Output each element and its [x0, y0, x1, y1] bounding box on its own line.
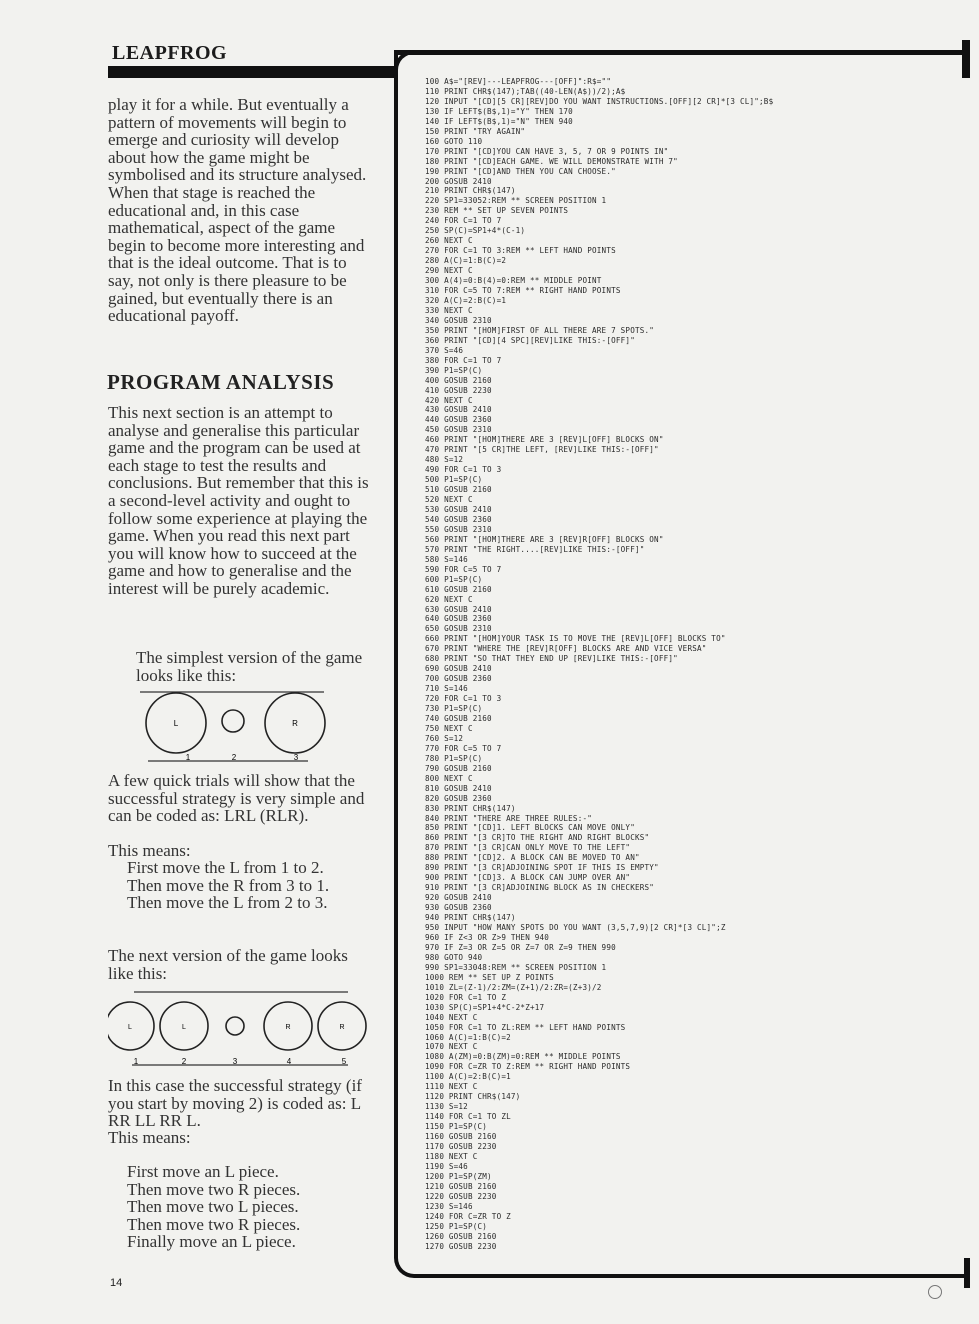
diagram2-number-2: 2 [181, 1057, 187, 1066]
listing-line: 550 GOSUB 2310 [425, 524, 492, 534]
listing-line: 500 P1=SP(C) [425, 475, 483, 485]
listing-line: 410 GOSUB 2230 [425, 385, 492, 395]
intro-paragraph: play it for a while. But eventually a pattern of movements will begin to emerge and curiosity will develop about how the game might be symbolised and its structure analysed. When that stage is reached the educational and, in this case mathematical, aspect of the game begin to become more interesting and that is the ideal outcome. That is to say, not only is there pleasure to be gained, but eventually there is an educational payoff. [108, 95, 367, 326]
strategy-text: In this case the successful strategy (if you start by moving 2) is coded as: L RR LL RR L. [108, 1076, 362, 1131]
listing-line: 840 PRINT "THERE ARE THREE RULES:-" [425, 813, 593, 823]
diagram2-label-r2: R [339, 1024, 345, 1031]
listing-line: 1160 GOSUB 2160 [425, 1132, 497, 1142]
listing-line: 530 GOSUB 2410 [425, 504, 492, 514]
diagram-five-spots [108, 988, 370, 1073]
diagram-three-spots [108, 690, 338, 769]
listing-line: 1200 P1=SP(ZM) [425, 1171, 492, 1181]
margin-hole-mark [928, 1285, 942, 1299]
listing-line: 960 IF Z<3 OR Z>9 THEN 940 [425, 932, 550, 942]
listing-line: 910 PRINT "[3 CR]ADJOINING BLOCK AS IN CHECKERS" [425, 883, 655, 893]
diagram2-number-4: 4 [286, 1057, 292, 1066]
listing-line: 210 PRINT CHR$(147) [425, 186, 516, 196]
listing-line: 400 GOSUB 2160 [425, 375, 492, 385]
simplest-version-text: The simplest version of the game looks like this: [136, 648, 363, 685]
diagram2-label-r1: R [285, 1024, 291, 1031]
step-2-4: Then move two R pieces. [127, 1214, 301, 1234]
listing-line: 300 A(4)=0:B(4)=0:REM ** MIDDLE POINT [425, 276, 602, 286]
quick-trials-text: A few quick trials will show that the successful strategy is very simple and can be coded as: LRL (RLR). [108, 771, 365, 826]
listing-line: 590 FOR C=5 TO 7 [425, 564, 502, 574]
listing-line: 240 FOR C=1 TO 7 [425, 216, 502, 226]
listing-line: 220 SP1=33052:REM ** SCREEN POSITION 1 [425, 196, 607, 206]
header-rule [108, 66, 394, 78]
listing-line: 110 PRINT CHR$(147);TAB((40-LEN(A$))/2);A$ [425, 86, 626, 96]
listing-line: 430 GOSUB 2410 [425, 405, 492, 415]
listing-line: 1020 FOR C=1 TO Z [425, 992, 507, 1002]
step-2-2: Then move two R pieces. [127, 1179, 301, 1199]
analysis-paragraph: This next section is an attempt to analyse and generalise this particular game and the program can be used at each stage to test the results and conclusions. But remember that this is a second-level activity and ought to follow some experience at playing the game. When you read this next part you will know how to succeed at the game and how to generalise and the interest will be purely academic. [108, 403, 369, 598]
listing-line: 1090 FOR C=ZR TO Z:REM ** RIGHT HAND POINTS [425, 1062, 631, 1072]
listing-line: 270 FOR C=1 TO 3:REM ** LEFT HAND POINTS [425, 246, 616, 256]
program-analysis-heading: PROGRAM ANALYSIS [107, 370, 335, 394]
listing-line: 620 NEXT C [425, 594, 473, 604]
listing-line: 710 S=146 [425, 684, 468, 694]
listing-line: 100 A$="[REV]---LEAPFROG---[OFF]":R$="" [425, 77, 612, 86]
listing-line: 540 GOSUB 2360 [425, 514, 492, 524]
listing-line: 580 S=146 [425, 554, 468, 564]
listing-line: 1110 NEXT C [425, 1082, 478, 1092]
listing-line: 970 IF Z=3 OR Z=5 OR Z=7 OR Z=9 THEN 990 [425, 942, 616, 952]
listing-line: 150 PRINT "TRY AGAIN" [425, 126, 526, 136]
listing-line: 870 PRINT "[3 CR]CAN ONLY MOVE TO THE LEFT" [425, 843, 631, 853]
listing-line: 330 NEXT C [425, 305, 473, 315]
listing-line: 810 GOSUB 2410 [425, 783, 492, 793]
listing-line: 1070 NEXT C [425, 1042, 478, 1052]
listing-line: 490 FOR C=1 TO 3 [425, 465, 502, 475]
listing-line: 770 FOR C=5 TO 7 [425, 743, 502, 753]
listing-line: 1060 A(C)=1:B(C)=2 [425, 1032, 511, 1042]
listing-line: 280 A(C)=1:B(C)=2 [425, 256, 507, 266]
this-means-label-2: This means: [108, 1128, 191, 1147]
listing-line: 570 PRINT "THE RIGHT....[REV]LIKE THIS:-[OFF]" [425, 544, 645, 554]
this-means-label: This means: [108, 841, 191, 860]
step-2-1: First move an L piece. [127, 1162, 279, 1181]
listing-line: 130 IF LEFT$(B$,1)="Y" THEN 170 [425, 106, 573, 116]
listing-line: 1010 ZL=(Z-1)/2:ZM=(Z+1)/2:ZR=(Z+3)/2 [425, 982, 602, 992]
listing-line: 160 GOTO 110 [425, 136, 483, 146]
listing-line: 350 PRINT "[HOM]FIRST OF ALL THERE ARE 7 SPOTS." [425, 325, 655, 335]
listing-line: 740 GOSUB 2160 [425, 714, 492, 723]
listing-line: 650 GOSUB 2310 [425, 624, 492, 634]
listing-line: 310 FOR C=5 TO 7:REM ** RIGHT HAND POINTS [425, 286, 621, 296]
listing-line: 1140 FOR C=1 TO ZL [425, 1112, 511, 1122]
listing-line: 690 GOSUB 2410 [425, 664, 492, 674]
listing-line: 880 PRINT "[CD]2. A BLOCK CAN BE MOVED TO AN" [425, 853, 640, 863]
steps-list-1 [108, 859, 370, 912]
listing-line: 1180 NEXT C [425, 1151, 478, 1161]
listing-line: 1120 PRINT CHR$(147) [425, 1092, 521, 1102]
listing-line: 610 GOSUB 2160 [425, 584, 492, 594]
diagram1-number-2: 2 [231, 753, 237, 762]
listing-line: 140 IF LEFT$(B$,1)="N" THEN 940 [425, 116, 573, 126]
listing-line: 200 GOSUB 2410 [425, 176, 492, 186]
listing-line: 450 GOSUB 2310 [425, 425, 492, 435]
listing-line: 250 SP(C)=SP1+4*(C-1) [425, 226, 526, 236]
listing-line: 1220 GOSUB 2230 [425, 1191, 497, 1201]
steps-list-2 [108, 1163, 370, 1251]
listing-line: 1100 A(C)=2:B(C)=1 [425, 1072, 511, 1082]
step-2-3: Then move two L pieces. [127, 1197, 299, 1217]
listing-line: 370 S=46 [425, 345, 464, 355]
listing-line: 1040 NEXT C [425, 1012, 478, 1022]
listing-line: 1150 P1=SP(C) [425, 1122, 488, 1132]
listing-line: 750 NEXT C [425, 723, 473, 733]
diagram2-number-5: 5 [341, 1057, 347, 1066]
listing-line: 700 GOSUB 2360 [425, 674, 492, 684]
listing-line: 1270 GOSUB 2230 [425, 1241, 497, 1251]
listing-line: 180 PRINT "[CD]EACH GAME. WE WILL DEMONSTRATE WITH 7" [425, 156, 678, 166]
diagram1-number-1: 1 [185, 753, 191, 762]
listing-line: 1130 S=12 [425, 1102, 468, 1112]
listing-line: 640 GOSUB 2360 [425, 614, 492, 624]
listing-line: 900 PRINT "[CD]3. A BLOCK CAN JUMP OVER AN" [425, 873, 631, 883]
listing-line: 560 PRINT "[HOM]THERE ARE 3 [REV]R[OFF] BLOCKS ON" [425, 534, 664, 544]
diagram2-label-l2: L [182, 1024, 186, 1031]
diagram2-number-3: 3 [232, 1057, 238, 1066]
listing-line: 1190 S=46 [425, 1161, 468, 1171]
section-title: LEAPFROG [112, 42, 228, 64]
listing-line: 230 REM ** SET UP SEVEN POINTS [425, 206, 569, 216]
listing-line: 930 GOSUB 2360 [425, 903, 492, 913]
listing-line: 780 P1=SP(C) [425, 753, 483, 763]
listing-line: 1210 GOSUB 2160 [425, 1181, 497, 1191]
step-2-5: Finally move an L piece. [127, 1232, 296, 1252]
listing-line: 920 GOSUB 2410 [425, 893, 492, 903]
diagram2-number-1: 1 [133, 1057, 139, 1066]
listing-line: 120 INPUT "[CD][5 CR][REV]DO YOU WANT INSTRUCTIONS.[OFF][2 CR]*[3 CL]";B$ [425, 96, 774, 106]
listing-line: 470 PRINT "[5 CR]THE LEFT, [REV]LIKE THIS:-[OFF]" [425, 445, 659, 455]
listing-line: 670 PRINT "WHERE THE [REV]R[OFF] BLOCKS ARE AND VICE VERSA" [425, 644, 707, 654]
listing-line: 1000 REM ** SET UP Z POINTS [425, 972, 554, 982]
listing-line: 1050 FOR C=1 TO ZL:REM ** LEFT HAND POINTS [425, 1022, 626, 1032]
listing-line: 680 PRINT "SO THAT THEY END UP [REV]LIKE THIS:-[OFF]" [425, 654, 678, 664]
listing-line: 520 NEXT C [425, 495, 473, 505]
listing-line: 860 PRINT "[3 CR]TO THE RIGHT AND RIGHT BLOCKS" [425, 833, 650, 843]
listing-line: 380 FOR C=1 TO 7 [425, 355, 502, 365]
listing-line: 360 PRINT "[CD][4 SPC][REV]LIKE THIS:-[OFF]" [425, 335, 635, 345]
listing-line: 1230 S=146 [425, 1201, 473, 1211]
listing-line: 850 PRINT "[CD]1. LEFT BLOCKS CAN MOVE ONLY" [425, 823, 635, 833]
listing-line: 420 NEXT C [425, 395, 473, 405]
step-1-1: First move the L from 1 to 2. [127, 858, 324, 877]
diagram1-label-l: L [173, 719, 179, 728]
listing-line: 1080 A(ZM)=0:B(ZM)=0:REM ** MIDDLE POINTS [425, 1052, 621, 1062]
listing-line: 170 PRINT "[CD]YOU CAN HAVE 3, 5, 7 OR 9 POINTS IN" [425, 146, 669, 156]
listing-line: 1030 SP(C)=SP1+4*C-2*Z+17 [425, 1002, 545, 1012]
listing-line: 720 FOR C=1 TO 3 [425, 694, 502, 704]
diagram2-label-l1: L [128, 1024, 132, 1031]
listing-line: 980 GOTO 940 [425, 952, 483, 962]
diagram1-label-r: R [292, 719, 298, 728]
listing-line: 320 A(C)=2:B(C)=1 [425, 295, 507, 305]
listing-line: 760 S=12 [425, 733, 464, 743]
listing-line: 660 PRINT "[HOM]YOUR TASK IS TO MOVE THE [REV]L[OFF] BLOCKS TO" [425, 634, 726, 644]
step-1-2: Then move the R from 3 to 1. [127, 875, 330, 895]
next-version-text: The next version of the game looks like this: [108, 946, 348, 983]
listing-line: 480 S=12 [425, 455, 464, 465]
spot-2-circle [222, 710, 244, 732]
listing-line: 290 NEXT C [425, 266, 473, 276]
listing-line: 950 INPUT "HOW MANY SPOTS DO YOU WANT (3,5,7,9)[2 CR]*[3 CL]";Z [425, 923, 726, 933]
listing-line: 790 GOSUB 2160 [425, 763, 492, 773]
listing-line: 730 P1=SP(C) [425, 704, 483, 714]
listing-line: 440 GOSUB 2360 [425, 415, 492, 425]
listing-line: 190 PRINT "[CD]AND THEN YOU CAN CHOOSE." [425, 166, 616, 176]
listing-line: 390 P1=SP(C) [425, 365, 483, 375]
listing-line: 940 PRINT CHR$(147) [425, 913, 516, 923]
listing-line: 600 P1=SP(C) [425, 574, 483, 584]
listing-line: 260 NEXT C [425, 236, 473, 246]
listing-line: 830 PRINT CHR$(147) [425, 803, 516, 813]
listing-line: 1240 FOR C=ZR TO Z [425, 1211, 511, 1221]
listing-line: 820 GOSUB 2360 [425, 793, 492, 803]
program-listing [425, 77, 773, 1251]
page-number: 14 [110, 1277, 123, 1289]
listing-line: 990 SP1=33048:REM ** SCREEN POSITION 1 [425, 962, 607, 972]
listing-line: 800 NEXT C [425, 773, 473, 783]
listing-line: 630 GOSUB 2410 [425, 604, 492, 614]
listing-line: 890 PRINT "[3 CR]ADJOINING SPOT IF THIS IS EMPTY" [425, 863, 659, 873]
listing-line: 1250 P1=SP(C) [425, 1221, 488, 1231]
diagram1-number-3: 3 [293, 753, 299, 762]
listing-line: 340 GOSUB 2310 [425, 315, 492, 325]
step-1-3: Then move the L from 2 to 3. [127, 893, 328, 913]
listing-line: 1260 GOSUB 2160 [425, 1231, 497, 1241]
listing-line: 1170 GOSUB 2230 [425, 1141, 497, 1151]
listing-line: 510 GOSUB 2160 [425, 485, 492, 495]
listing-line: 460 PRINT "[HOM]THERE ARE 3 [REV]L[OFF] BLOCKS ON" [425, 435, 664, 445]
